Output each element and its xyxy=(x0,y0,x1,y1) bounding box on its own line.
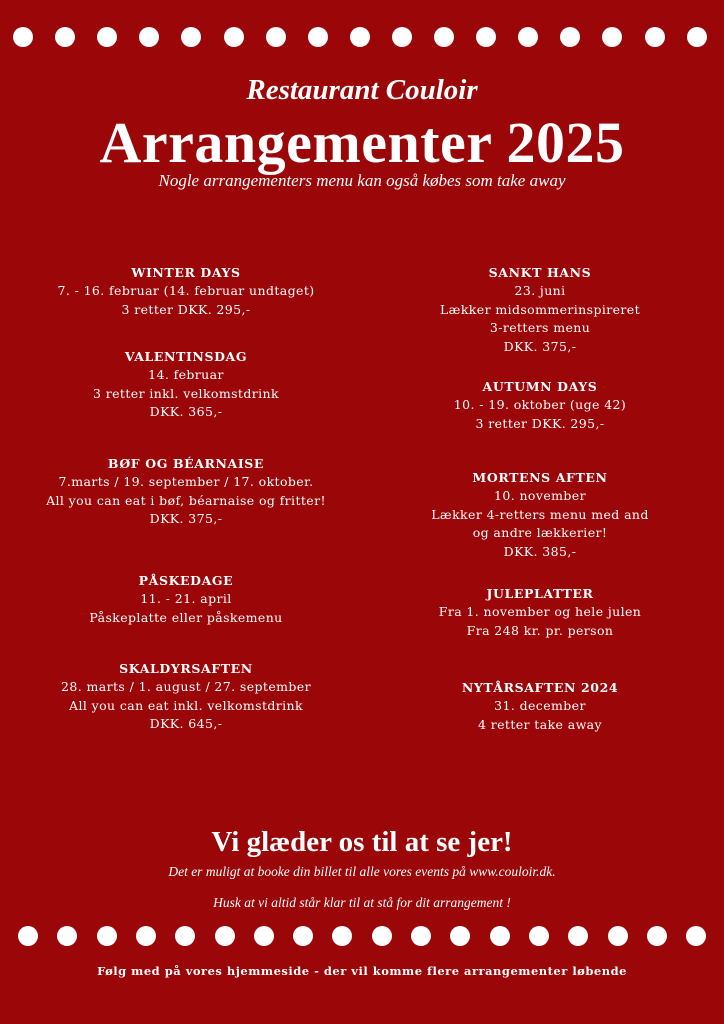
page-subtitle: Nogle arrangementers menu kan også købes som take away xyxy=(158,171,566,190)
decorative-dots-top xyxy=(0,27,724,47)
dot-ornament xyxy=(647,926,667,946)
event-name: AUTUMN DAYS xyxy=(482,379,598,394)
event-detail: DKK. 375,- xyxy=(503,338,577,354)
dot-ornament xyxy=(18,926,38,946)
event-name: JULEPLATTER xyxy=(486,586,594,601)
event-detail: Lækker midsommerinspireret xyxy=(439,301,641,317)
closing-headline: Vi glæder os til at se jer! xyxy=(211,826,513,858)
event-name: PÅSKEDAGE xyxy=(138,573,234,588)
dot-ornament xyxy=(266,27,286,47)
decorative-dots-bottom xyxy=(0,926,724,946)
dot-ornament xyxy=(55,27,75,47)
dot-ornament xyxy=(476,27,496,47)
event-detail: DKK. 385,- xyxy=(503,543,577,559)
event-detail: 10. november xyxy=(494,488,586,503)
event-name: VALENTINSDAG xyxy=(124,349,248,364)
event-block xyxy=(360,264,720,356)
event-detail: 23. juni xyxy=(514,283,566,298)
booking-note: Det er muligt at booke din billet til alle vores events på www.couloir.dk. xyxy=(168,864,556,879)
dot-ornament xyxy=(686,926,706,946)
event-block xyxy=(6,572,366,627)
event-detail: Fra 248 kr. pr. person xyxy=(466,622,614,638)
dot-ornament xyxy=(308,27,328,47)
dot-ornament xyxy=(392,27,412,47)
event-name: SANKT HANS xyxy=(488,265,592,280)
arrangement-reminder: Husk at vi altid står klar til at stå for dit arrangement ! xyxy=(213,895,511,910)
dot-ornament xyxy=(97,926,117,946)
event-detail: 28. marts / 1. august / 27. september xyxy=(61,679,311,694)
dot-ornament xyxy=(224,27,244,47)
event-name: WINTER DAYS xyxy=(131,265,241,280)
dot-ornament xyxy=(139,27,159,47)
dot-ornament xyxy=(57,926,77,946)
dot-ornament xyxy=(181,27,201,47)
dot-ornament xyxy=(560,27,580,47)
dot-ornament xyxy=(645,27,665,47)
event-detail: 4 retter take away xyxy=(478,716,602,732)
event-name: BØF OG BÉARNAISE xyxy=(107,456,265,471)
dot-ornament xyxy=(175,926,195,946)
dot-ornament xyxy=(490,926,510,946)
event-detail: DKK. 375,- xyxy=(149,511,223,527)
dot-ornament xyxy=(450,926,470,946)
event-detail: 3-retters menu xyxy=(489,320,591,336)
dot-ornament xyxy=(411,926,431,946)
event-detail: Påskeplatte eller påskemenu xyxy=(89,609,283,625)
dot-ornament xyxy=(293,926,313,946)
dot-ornament xyxy=(215,926,235,946)
event-detail: 31. december xyxy=(494,698,586,713)
event-detail: Fra 1. november og hele julen xyxy=(438,604,642,619)
event-name: SKALDYRSAFTEN xyxy=(119,661,253,676)
page-title: Arrangementer 2025 xyxy=(99,110,625,175)
event-detail: 3 retter inkl. velkomstdrink xyxy=(93,385,279,401)
dot-ornament xyxy=(529,926,549,946)
event-detail: DKK. 365,- xyxy=(149,404,223,420)
event-detail: og andre lækkerier! xyxy=(472,525,608,541)
event-block xyxy=(6,660,366,734)
dot-ornament xyxy=(97,27,117,47)
event-name: MORTENS AFTEN xyxy=(472,470,608,485)
event-block xyxy=(360,378,720,433)
event-name: NYTÅRSAFTEN 2024 xyxy=(461,680,619,695)
event-detail: All you can eat i bøf, béarnaise og fritter! xyxy=(46,492,326,508)
event-block xyxy=(360,585,720,640)
dot-ornament xyxy=(608,926,628,946)
dot-ornament xyxy=(602,27,622,47)
event-detail: 7. - 16. februar (14. februar undtaget) xyxy=(57,283,315,298)
dot-ornament xyxy=(687,27,707,47)
restaurant-name: Restaurant Couloir xyxy=(246,74,478,106)
event-detail: All you can eat inkl. velkomstdrink xyxy=(69,697,303,713)
dot-ornament xyxy=(332,926,352,946)
dot-ornament xyxy=(13,27,33,47)
event-detail: 7.marts / 19. september / 17. oktober. xyxy=(58,474,314,489)
dot-ornament xyxy=(372,926,392,946)
event-detail: 14. februar xyxy=(148,367,224,382)
dot-ornament xyxy=(518,27,538,47)
event-block xyxy=(360,469,720,561)
event-block xyxy=(6,264,366,319)
event-detail: 3 retter DKK. 295,- xyxy=(121,301,251,317)
dot-ornament xyxy=(434,27,454,47)
event-block xyxy=(6,455,366,529)
event-block xyxy=(6,348,366,422)
event-detail: Lækker 4-retters menu med and xyxy=(431,506,649,522)
dot-ornament xyxy=(136,926,156,946)
footer-note: Følg med på vores hjemmeside - der vil komme flere arrangementer løbende xyxy=(97,964,627,978)
event-detail: 3 retter DKK. 295,- xyxy=(475,415,605,431)
event-detail: 11. - 21. april xyxy=(140,591,232,606)
event-detail: 10. - 19. oktober (uge 42) xyxy=(453,397,627,412)
dot-ornament xyxy=(254,926,274,946)
dot-ornament xyxy=(568,926,588,946)
event-detail: DKK. 645,- xyxy=(149,716,223,732)
event-block xyxy=(360,679,720,734)
dot-ornament xyxy=(350,27,370,47)
